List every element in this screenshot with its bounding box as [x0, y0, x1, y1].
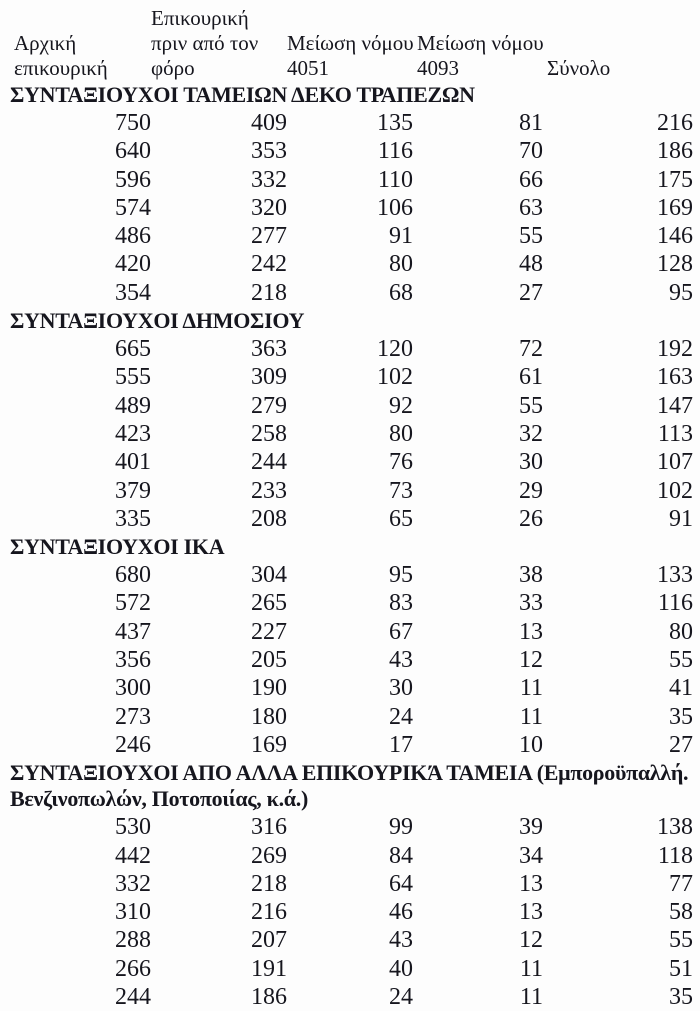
cell-initial-supplementary: 288 — [115, 927, 151, 954]
cell-total: 113 — [657, 420, 693, 447]
cell-before-tax: 363 — [251, 336, 287, 363]
table-row — [0, 477, 700, 505]
cell-total: 192 — [657, 336, 693, 363]
cell-law-4051-reduction: 91 — [389, 223, 413, 250]
cell-initial-supplementary: 310 — [115, 899, 151, 926]
cell-law-4051-reduction: 120 — [377, 336, 413, 363]
cell-law-4051-reduction: 46 — [389, 899, 413, 926]
cell-before-tax: 309 — [251, 364, 287, 391]
cell-total: 138 — [657, 814, 693, 841]
cell-before-tax: 265 — [251, 590, 287, 617]
cell-law-4051-reduction: 95 — [389, 562, 413, 589]
table-row — [0, 194, 700, 222]
cell-law-4093-reduction: 11 — [519, 984, 543, 1011]
table-row — [0, 983, 700, 1011]
cell-total: 77 — [669, 870, 693, 897]
cell-initial-supplementary: 574 — [115, 194, 151, 221]
cell-before-tax: 244 — [251, 449, 287, 476]
cell-law-4093-reduction: 10 — [519, 731, 543, 758]
cell-law-4051-reduction: 40 — [389, 955, 413, 982]
cell-law-4051-reduction: 110 — [377, 166, 413, 193]
cell-law-4051-reduction: 83 — [389, 590, 413, 617]
cell-law-4051-reduction: 80 — [389, 420, 413, 447]
cell-law-4093-reduction: 11 — [519, 675, 543, 702]
table-row — [0, 618, 700, 646]
cell-total: 147 — [657, 392, 693, 419]
cell-law-4051-reduction: 67 — [389, 618, 413, 645]
cell-initial-supplementary: 335 — [115, 505, 151, 532]
cell-total: 35 — [669, 984, 693, 1011]
cell-law-4093-reduction: 30 — [519, 449, 543, 476]
table-row — [0, 448, 700, 476]
table-row — [0, 813, 700, 841]
cell-initial-supplementary: 246 — [115, 731, 151, 758]
cell-before-tax: 190 — [251, 675, 287, 702]
cell-law-4093-reduction: 66 — [519, 166, 543, 193]
cell-initial-supplementary: 420 — [115, 251, 151, 278]
cell-total: 146 — [657, 223, 693, 250]
cell-law-4051-reduction: 43 — [389, 647, 413, 674]
cell-total: 51 — [669, 955, 693, 982]
table-header-row — [0, 6, 700, 81]
cell-law-4051-reduction: 102 — [377, 364, 413, 391]
column-header-line: Αρχική — [14, 31, 77, 55]
cell-total: 91 — [669, 505, 693, 532]
column-header-law-4093-reduction — [417, 31, 547, 81]
cell-before-tax: 304 — [251, 562, 287, 589]
cell-initial-supplementary: 423 — [115, 420, 151, 447]
cell-initial-supplementary: 401 — [115, 449, 151, 476]
cell-total: 186 — [657, 138, 693, 165]
section-title-line: Βενζινοπωλών, Ποτοποιίας, κ.ά.) — [10, 786, 308, 812]
column-header-line: Επικουρική — [151, 6, 249, 30]
cell-total: 27 — [669, 731, 693, 758]
cell-initial-supplementary: 555 — [115, 364, 151, 391]
cell-before-tax: 277 — [251, 223, 287, 250]
cell-law-4051-reduction: 68 — [389, 279, 413, 306]
cell-before-tax: 208 — [251, 505, 287, 532]
cell-before-tax: 227 — [251, 618, 287, 645]
table-row — [0, 561, 700, 589]
cell-before-tax: 353 — [251, 138, 287, 165]
column-header-total — [547, 56, 700, 81]
cell-law-4051-reduction: 30 — [389, 675, 413, 702]
table-row — [0, 505, 700, 533]
cell-total: 118 — [657, 842, 693, 869]
cell-initial-supplementary: 680 — [115, 562, 151, 589]
cell-law-4093-reduction: 11 — [519, 703, 543, 730]
section-title-line: ΣΥΝΤΑΞΙΟΥΧΟΙ ΙΚΑ — [10, 534, 225, 560]
table-row — [0, 420, 700, 448]
table-row — [0, 731, 700, 759]
cell-total: 58 — [669, 899, 693, 926]
cell-law-4093-reduction: 32 — [519, 420, 543, 447]
table-row — [0, 222, 700, 250]
cell-initial-supplementary: 354 — [115, 279, 151, 306]
cell-total: 80 — [669, 618, 693, 645]
section-title — [0, 307, 700, 335]
table-row — [0, 703, 700, 731]
cell-initial-supplementary: 244 — [115, 984, 151, 1011]
table-row — [0, 898, 700, 926]
table-row — [0, 870, 700, 898]
column-header-line: Σύνολο — [547, 56, 611, 80]
cell-law-4051-reduction: 76 — [389, 449, 413, 476]
cell-initial-supplementary: 273 — [115, 703, 151, 730]
cell-before-tax: 191 — [251, 955, 287, 982]
table-row — [0, 363, 700, 391]
cell-law-4093-reduction: 13 — [519, 870, 543, 897]
cell-law-4051-reduction: 24 — [389, 984, 413, 1011]
cell-law-4093-reduction: 26 — [519, 505, 543, 532]
table-body — [0, 81, 700, 1011]
cell-law-4093-reduction: 12 — [519, 927, 543, 954]
cell-before-tax: 279 — [251, 392, 287, 419]
cell-initial-supplementary: 437 — [115, 618, 151, 645]
cell-before-tax: 332 — [251, 166, 287, 193]
cell-total: 107 — [657, 449, 693, 476]
cell-initial-supplementary: 486 — [115, 223, 151, 250]
cell-law-4093-reduction: 55 — [519, 392, 543, 419]
column-header-line: 4093 — [417, 56, 459, 80]
table-row — [0, 646, 700, 674]
section-title-line: ΣΥΝΤΑΞΙΟΥΧΟΙ ΔΗΜΟΣΙΟΥ — [10, 308, 305, 334]
cell-total: 169 — [657, 194, 693, 221]
cell-law-4051-reduction: 73 — [389, 477, 413, 504]
table-row — [0, 674, 700, 702]
cell-law-4093-reduction: 13 — [519, 618, 543, 645]
cell-before-tax: 180 — [251, 703, 287, 730]
cell-law-4051-reduction: 43 — [389, 927, 413, 954]
cell-total: 175 — [657, 166, 693, 193]
section-title — [0, 533, 700, 561]
cell-law-4093-reduction: 12 — [519, 647, 543, 674]
cell-law-4093-reduction: 63 — [519, 194, 543, 221]
column-header-initial-supplementary — [0, 31, 151, 81]
cell-law-4093-reduction: 70 — [519, 138, 543, 165]
cell-before-tax: 218 — [251, 279, 287, 306]
column-header-law-4051-reduction — [287, 31, 417, 81]
cell-law-4093-reduction: 39 — [519, 814, 543, 841]
column-header-line: επικουρική — [14, 56, 108, 80]
column-header-line: Μείωση νόμου — [287, 31, 414, 55]
cell-initial-supplementary: 596 — [115, 166, 151, 193]
cell-before-tax: 186 — [251, 984, 287, 1011]
table-row — [0, 335, 700, 363]
cell-law-4051-reduction: 65 — [389, 505, 413, 532]
table-row — [0, 279, 700, 307]
cell-initial-supplementary: 442 — [115, 842, 151, 869]
cell-law-4093-reduction: 38 — [519, 562, 543, 589]
table-row — [0, 137, 700, 165]
cell-law-4093-reduction: 61 — [519, 364, 543, 391]
cell-before-tax: 233 — [251, 477, 287, 504]
cell-initial-supplementary: 356 — [115, 647, 151, 674]
column-header-line: 4051 — [287, 56, 329, 80]
cell-law-4093-reduction: 13 — [519, 899, 543, 926]
cell-law-4051-reduction: 24 — [389, 703, 413, 730]
cell-law-4093-reduction: 34 — [519, 842, 543, 869]
cell-before-tax: 320 — [251, 194, 287, 221]
cell-law-4093-reduction: 81 — [519, 110, 543, 136]
cell-initial-supplementary: 266 — [115, 955, 151, 982]
cell-initial-supplementary: 379 — [115, 477, 151, 504]
cell-total: 55 — [669, 647, 693, 674]
cell-initial-supplementary: 640 — [115, 138, 151, 165]
cell-total: 163 — [657, 364, 693, 391]
cell-initial-supplementary: 572 — [115, 590, 151, 617]
cell-initial-supplementary: 489 — [115, 392, 151, 419]
table-row — [0, 926, 700, 954]
table-row — [0, 392, 700, 420]
table-row — [0, 589, 700, 617]
cell-law-4093-reduction: 11 — [519, 955, 543, 982]
cell-total: 128 — [657, 251, 693, 278]
column-header-line: πριν από τον — [151, 31, 259, 55]
cell-law-4051-reduction: 106 — [377, 194, 413, 221]
table-row — [0, 955, 700, 983]
cell-total: 216 — [657, 110, 693, 136]
cell-total: 41 — [669, 675, 693, 702]
cell-law-4093-reduction: 27 — [519, 279, 543, 306]
table-row — [0, 250, 700, 278]
cell-before-tax: 409 — [251, 110, 287, 136]
cell-before-tax: 205 — [251, 647, 287, 674]
cell-law-4051-reduction: 99 — [389, 814, 413, 841]
table-row — [0, 166, 700, 194]
cell-law-4051-reduction: 80 — [389, 251, 413, 278]
cell-initial-supplementary: 332 — [115, 870, 151, 897]
cell-law-4093-reduction: 48 — [519, 251, 543, 278]
cell-law-4051-reduction: 116 — [377, 138, 413, 165]
cell-before-tax: 316 — [251, 814, 287, 841]
cell-initial-supplementary: 750 — [115, 110, 151, 136]
cell-law-4051-reduction: 64 — [389, 870, 413, 897]
cell-before-tax: 269 — [251, 842, 287, 869]
cell-initial-supplementary: 300 — [115, 675, 151, 702]
cell-law-4093-reduction: 55 — [519, 223, 543, 250]
cell-before-tax: 258 — [251, 420, 287, 447]
cell-before-tax: 169 — [251, 731, 287, 758]
cell-initial-supplementary: 530 — [115, 814, 151, 841]
section-title — [0, 81, 700, 109]
column-header-line: Μείωση νόμου — [417, 31, 544, 55]
column-header-line: φόρο — [151, 56, 195, 80]
cell-law-4093-reduction: 29 — [519, 477, 543, 504]
cell-before-tax: 242 — [251, 251, 287, 278]
cell-total: 116 — [657, 590, 693, 617]
cell-law-4051-reduction: 135 — [377, 110, 413, 136]
cell-before-tax: 218 — [251, 870, 287, 897]
cell-law-4051-reduction: 17 — [389, 731, 413, 758]
cell-total: 102 — [657, 477, 693, 504]
cell-total: 35 — [669, 703, 693, 730]
cell-law-4093-reduction: 72 — [519, 336, 543, 363]
cell-total: 95 — [669, 279, 693, 306]
cell-initial-supplementary: 665 — [115, 336, 151, 363]
column-header-before-tax — [151, 6, 287, 81]
cell-total: 55 — [669, 927, 693, 954]
cell-before-tax: 207 — [251, 927, 287, 954]
table-row — [0, 109, 700, 137]
section-title — [0, 759, 700, 813]
cell-law-4051-reduction: 84 — [389, 842, 413, 869]
cell-law-4051-reduction: 92 — [389, 392, 413, 419]
table-row — [0, 842, 700, 870]
cell-total: 133 — [657, 562, 693, 589]
cell-before-tax: 216 — [251, 899, 287, 926]
section-title-line: ΣΥΝΤΑΞΙΟΥΧΟΙ ΑΠΟ ΑΛΛΑ ΕΠΙΚΟΥΡΙΚΆ ΤΑΜΕΙΑ (Εμποροϋπαλλή. — [10, 760, 689, 786]
section-title-line: ΣΥΝΤΑΞΙΟΥΧΟΙ ΤΑΜΕΙΩΝ ΔΕΚΟ ΤΡΑΠΕΖΩΝ — [10, 82, 475, 107]
cell-law-4093-reduction: 33 — [519, 590, 543, 617]
